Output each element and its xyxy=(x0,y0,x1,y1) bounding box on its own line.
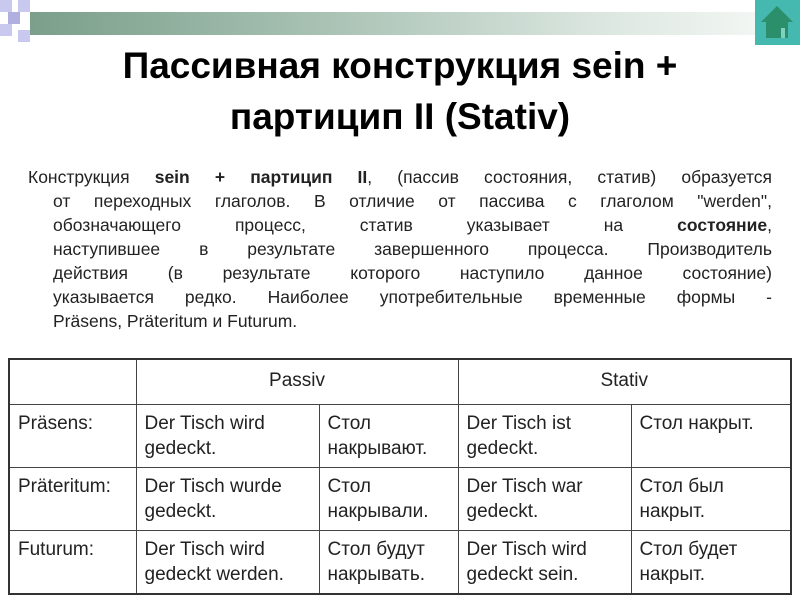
decor-square xyxy=(0,0,12,12)
description-paragraph xyxy=(28,165,772,333)
para-line: от переходных глаголов. В отличие от пассива с глаголом "werden", xyxy=(53,191,772,211)
table-row xyxy=(9,404,791,467)
conjugation-table xyxy=(8,358,792,595)
para-line: действия (в результате которого наступило данное состояние) xyxy=(53,263,772,283)
table-cell: Стол будут накрывать. xyxy=(319,530,458,594)
table-cell: Präteritum: xyxy=(9,467,136,530)
table-cell: Стол будет накрыт. xyxy=(631,530,791,594)
table-cell: Стол накрывают. xyxy=(319,404,458,467)
header-gradient-bar xyxy=(30,12,770,35)
para-line: обозначающего процесс, статив указывает на состояние, xyxy=(53,215,772,235)
para-line: Конструкция sein + партицип II, (пассив состояния, статив) образуется xyxy=(28,167,772,187)
table-cell: Der Tisch war gedeckt. xyxy=(458,467,631,530)
table-header-row xyxy=(9,359,791,404)
table-cell: Стол накрывали. xyxy=(319,467,458,530)
page-title xyxy=(0,40,800,142)
table-cell: Der Tisch ist gedeckt. xyxy=(458,404,631,467)
table-cell: Futurum: xyxy=(9,530,136,594)
title-line-2: партицип II (Stativ) xyxy=(229,96,571,137)
table-cell: Der Tisch wird gedeckt werden. xyxy=(136,530,319,594)
header-cell xyxy=(9,359,136,404)
home-button[interactable] xyxy=(755,0,800,45)
table-row xyxy=(9,530,791,594)
home-icon xyxy=(755,0,800,45)
table-cell: Der Tisch wird gedeckt sein. xyxy=(458,530,631,594)
table-cell: Der Tisch wird gedeckt. xyxy=(136,404,319,467)
decor-square xyxy=(0,24,12,36)
table-cell: Präsens: xyxy=(9,404,136,467)
decor-square xyxy=(8,12,20,24)
header-cell: Passiv xyxy=(136,359,458,404)
table-cell: Der Tisch wurde gedeckt. xyxy=(136,467,319,530)
table-row xyxy=(9,467,791,530)
para-line: Präsens, Präteritum и Futurum. xyxy=(53,311,298,331)
title-line-1: Пассивная конструкция sein + xyxy=(122,45,678,86)
table-cell: Стол накрыт. xyxy=(631,404,791,467)
decor-square xyxy=(18,0,30,12)
header-cell: Stativ xyxy=(458,359,791,404)
table-cell: Стол был накрыт. xyxy=(631,467,791,530)
para-line: наступившее в результате завершенного процесса. Производитель xyxy=(53,239,772,259)
para-line: указывается редко. Наиболее употребительные временные формы - xyxy=(53,287,772,307)
